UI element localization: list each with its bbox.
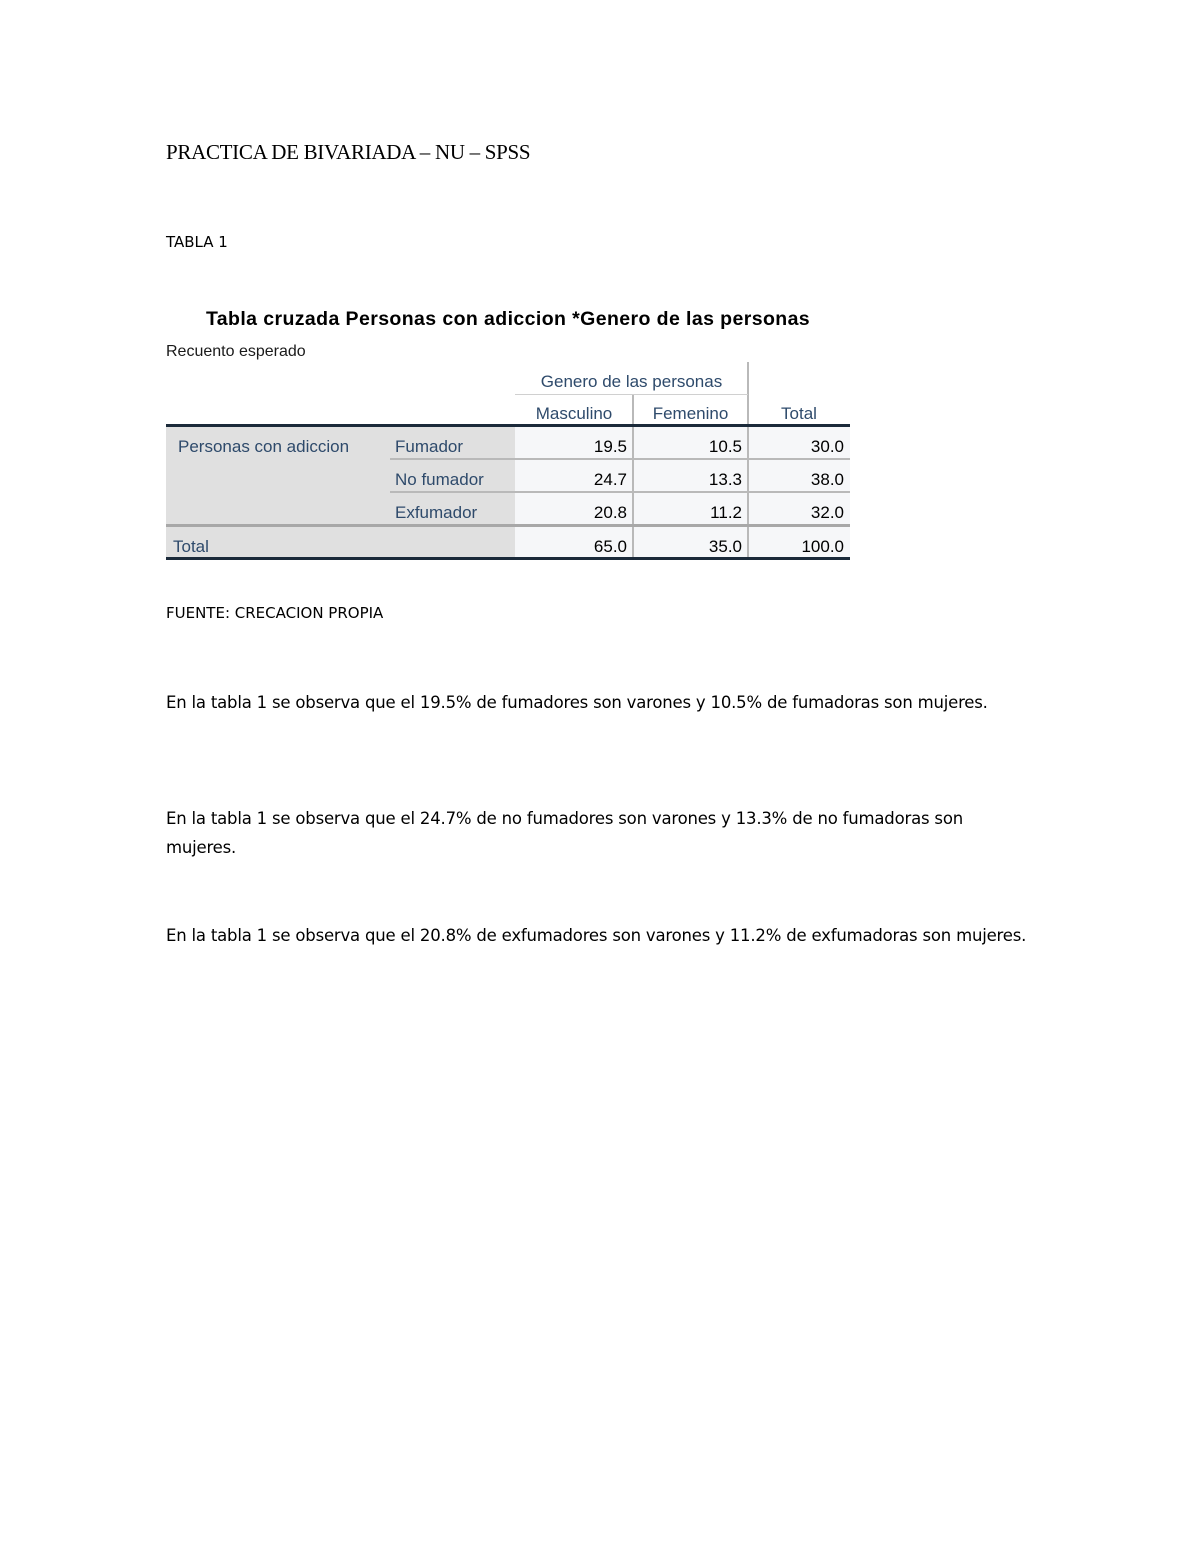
cell-fumador-masculino: 19.5 — [593, 437, 627, 456]
crosstab-subcaption: Recuento esperado — [166, 343, 306, 360]
header-bottom-rule — [166, 424, 850, 427]
cell-no-fumador-masculino: 24.7 — [593, 470, 627, 489]
cell-no-fumador-femenino: 13.3 — [708, 470, 742, 489]
table-bottom-rule — [166, 557, 850, 560]
total-separator — [166, 524, 850, 527]
total-row-label: Total — [173, 537, 209, 556]
row-group-label: Personas con adiccion — [178, 437, 350, 456]
cell-no-fumador-total: 38.0 — [810, 470, 844, 489]
paragraph-2: En la tabla 1 se observa que el 24.7% de no fumadores son varones y 13.3% de no fumadoras son mujeres. — [166, 809, 963, 857]
cell-exfumador-femenino: 11.2 — [710, 503, 742, 522]
vline-total-header — [747, 362, 749, 560]
column-header-total: Total — [781, 404, 817, 423]
cell-fumador-total: 30.0 — [810, 437, 844, 456]
row-label-exfumador: Exfumador — [395, 503, 478, 522]
crosstab-table — [166, 362, 850, 560]
vline-group-underline — [515, 394, 748, 395]
row-separator-1 — [390, 458, 850, 460]
column-header-femenino: Femenino — [652, 404, 729, 423]
table-label: TABLA 1 — [166, 233, 228, 251]
row-label-fumador: Fumador — [395, 437, 464, 456]
paragraph-3: En la tabla 1 se observa que el 20.8% de exfumadores son varones y 11.2% de exfumadoras son mujeres. — [166, 926, 1027, 945]
cell-exfumador-total: 32.0 — [810, 503, 844, 522]
cell-total-masculino: 65.0 — [593, 537, 627, 556]
document-title: PRACTICA DE BIVARIADA – NU – SPSS — [166, 140, 531, 164]
cell-total-total: 100.0 — [801, 537, 844, 556]
paragraph-1: En la tabla 1 se observa que el 19.5% de fumadores son varones y 10.5% de fumadoras son mujeres. — [166, 693, 988, 712]
cell-total-femenino: 35.0 — [708, 537, 742, 556]
row-separator-2 — [390, 491, 850, 493]
cell-exfumador-masculino: 20.8 — [593, 503, 627, 522]
vline-femenino-header — [632, 394, 634, 560]
column-header-masculino: Masculino — [535, 404, 613, 423]
crosstab-caption: Tabla cruzada Personas con adiccion *Genero de las personas — [205, 308, 811, 330]
cell-fumador-femenino: 10.5 — [708, 437, 742, 456]
source-note: FUENTE: CRECACION PROPIA — [166, 604, 384, 622]
column-group-header: Genero de las personas — [540, 372, 723, 391]
row-label-no-fumador: No fumador — [395, 470, 484, 489]
